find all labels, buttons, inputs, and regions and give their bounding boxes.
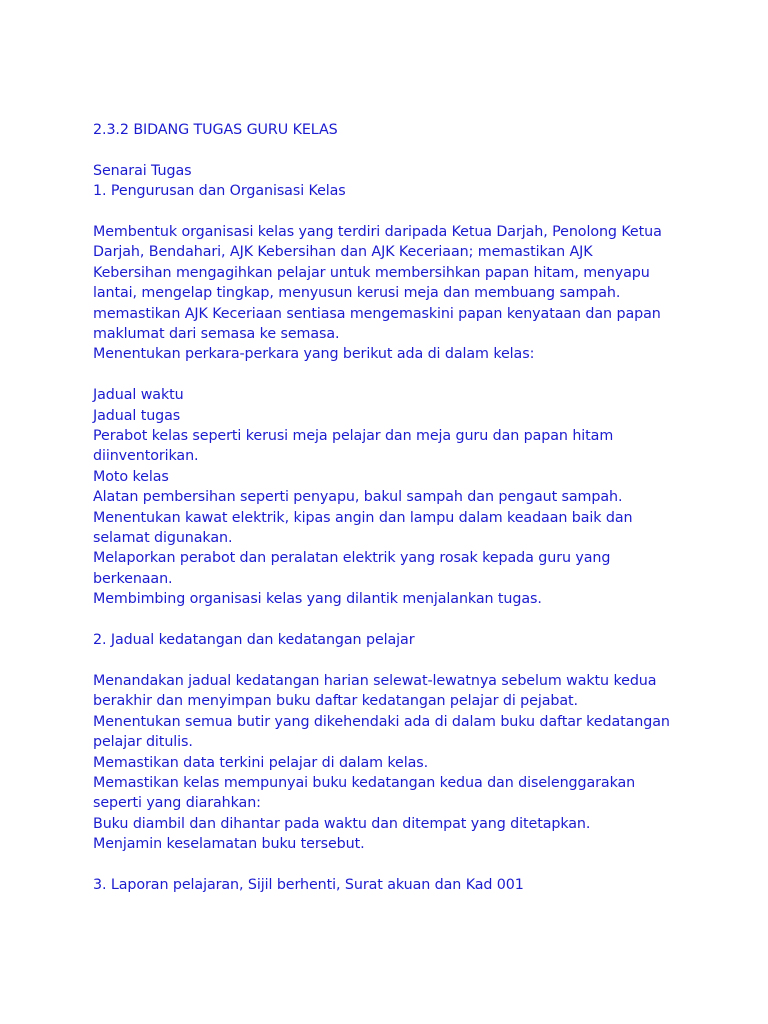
list-item: Menjamin keselamatan buku tersebut.	[93, 836, 365, 853]
section-title-3: 3. Laporan pelajaran, Sijil berhenti, Surat akuan dan Kad 001	[93, 876, 524, 893]
blank-line	[93, 365, 693, 385]
blank-line	[93, 202, 693, 222]
text-line: Menentukan perkara-perkara yang berikut ada di dalam kelas:	[93, 346, 535, 363]
blank-line	[93, 610, 693, 630]
list-item: Buku diambil dan dihantar pada waktu dan ditempat yang ditetapkan.	[93, 815, 591, 832]
document-heading: 2.3.2 BIDANG TUGAS GURU KELAS	[93, 122, 338, 138]
list-item: Memastikan data terkini pelajar di dalam kelas.	[93, 754, 429, 771]
list-item: Melaporkan perabot dan peralatan elektrik yang rosak kepada guru yang	[93, 550, 611, 567]
blank-line	[93, 651, 693, 671]
list-item: Menandakan jadual kedatangan harian selewat-lewatnya sebelum waktu kedua	[93, 672, 657, 689]
section-title-2: 2. Jadual kedatangan dan kedatangan pelajar	[93, 632, 415, 649]
section-title-1: 1. Pengurusan dan Organisasi Kelas	[93, 183, 346, 200]
text-line: Darjah, Bendahari, AJK Kebersihan dan AJK Keceriaan; memastikan AJK	[93, 244, 593, 261]
list-item: diinventorikan.	[93, 448, 199, 465]
list-item: Memastikan kelas mempunyai buku kedatangan kedua dan diselenggarakan	[93, 774, 636, 791]
list-item: selamat digunakan.	[93, 530, 233, 547]
list-item: Jadual tugas	[93, 407, 181, 424]
blank-line	[93, 140, 693, 160]
list-item: Menentukan semua butir yang dikehendaki ada di dalam buku daftar kedatangan	[93, 713, 670, 730]
list-item: Perabot kelas seperti kerusi meja pelajar dan meja guru dan papan hitam	[93, 428, 614, 445]
list-item: Moto kelas	[93, 468, 169, 485]
list-item: berkenaan.	[93, 570, 173, 587]
list-item: Alatan pembersihan seperti penyapu, bakul sampah dan pengaut sampah.	[93, 489, 623, 506]
blank-line	[93, 855, 693, 875]
text-line: Kebersihan mengagihkan pelajar untuk membersihkan papan hitam, menyapu	[93, 264, 650, 281]
list-item: pelajar ditulis.	[93, 734, 193, 751]
list-item: berakhir dan menyimpan buku daftar kedatangan pelajar di pejabat.	[93, 693, 578, 710]
list-item: Menentukan kawat elektrik, kipas angin dan lampu dalam keadaan baik dan	[93, 509, 633, 526]
task-list-title: Senarai Tugas	[93, 162, 192, 179]
text-line: lantai, mengelap tingkap, menyusun kerusi meja dan membuang sampah.	[93, 285, 621, 302]
text-line: memastikan AJK Keceriaan sentiasa mengemaskini papan kenyataan dan papan	[93, 305, 661, 322]
list-item: Jadual waktu	[93, 387, 184, 404]
text-line: maklumat dari semasa ke semasa.	[93, 326, 340, 343]
list-item: Membimbing organisasi kelas yang dilantik menjalankan tugas.	[93, 591, 542, 608]
document-body	[93, 120, 693, 895]
list-item: seperti yang diarahkan:	[93, 795, 261, 812]
text-line: Membentuk organisasi kelas yang terdiri daripada Ketua Darjah, Penolong Ketua	[93, 224, 662, 240]
